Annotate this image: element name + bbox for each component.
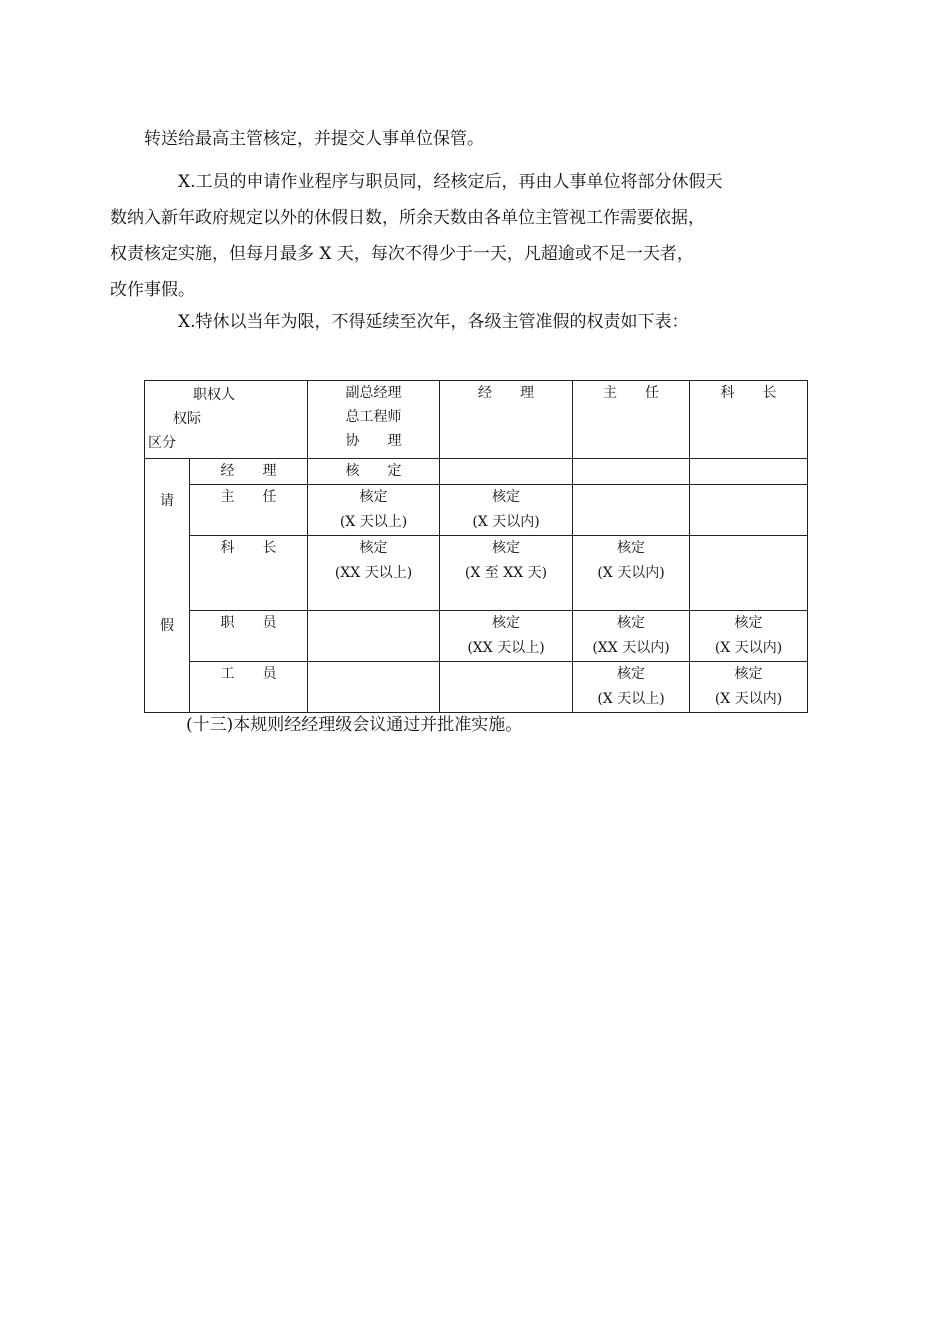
cell-line: (X 天以内) [597,565,665,581]
cell-line: 核定 [617,540,645,556]
cell-manager [440,611,573,662]
cell-manager [440,459,573,485]
header-section-chief: 科 长 [690,381,808,459]
cell-line: (XX 天以内) [592,640,670,656]
header-vp-line-2: 总工程师 [345,409,402,425]
paragraph-2-line-2: 数纳入新年政府规定以外的休假日数，所余天数由各单位主管视工作需要依据， [110,208,705,228]
cell-line: (X 天以上) [597,691,665,707]
header-vp-line-1: 副总经理 [345,385,402,401]
table-row [145,611,808,662]
side-label-cell [145,459,190,713]
cell-line: 核定 [734,666,763,682]
row-label: 经 理 [190,459,308,485]
corner-label-3: 区分 [148,435,176,451]
table-header-row [145,381,808,459]
cell-line: 核定 [359,540,388,556]
paragraph-2-line-3: 权责核定实施，但每月最多 X 天，每次不得少于一天，凡超逾或不足一天者， [110,244,694,264]
side-label-bottom: 假 [160,618,174,634]
row-label: 职 员 [190,611,308,662]
cell-director [573,459,690,485]
header-director: 主 任 [573,381,690,459]
cell-line: (X 天以内) [714,691,783,707]
corner-label-1: 职权人 [193,387,235,403]
cell-line: (X 天以内) [714,640,783,656]
side-label-top: 请 [160,493,174,509]
paragraph-1: 转送给最高主管核定，并提交人事单位保管。 [144,129,484,149]
row-label: 科 长 [190,536,308,611]
table-row [145,459,808,485]
cell-line: 核定 [617,666,645,682]
cell-vp [308,662,440,713]
paragraph-2-line-1: X.工员的申请作业程序与职员同，经核定后，再由人事单位将部分休假天 [178,172,723,192]
cell-vp [308,536,440,611]
cell-line: (X 天以内) [472,514,540,530]
header-vp [308,381,440,459]
cell-line: (X 天以上) [339,514,408,530]
cell-line: 核定 [492,489,520,505]
cell-manager [440,485,573,536]
table-row [145,485,808,536]
cell-section-chief [690,536,808,611]
corner-label-2: 权际 [173,411,201,427]
cell-manager [440,536,573,611]
header-manager: 经 理 [440,381,573,459]
cell-vp [308,459,440,485]
cell-section-chief [690,459,808,485]
cell-vp [308,611,440,662]
cell-line: (XX 天以上) [467,640,545,656]
paragraph-4: (十三)本规则经经理级会议通过并批准实施。 [186,715,523,735]
leave-authority-table [144,380,808,713]
table-row [145,536,808,611]
cell-manager [440,662,573,713]
table-corner-cell [145,381,308,459]
cell-director [573,611,690,662]
cell-director [573,662,690,713]
row-label: 主 任 [190,485,308,536]
cell-director [573,485,690,536]
header-vp-line-3: 协 理 [345,433,402,449]
cell-line: 核定 [492,540,520,556]
table-row [145,662,808,713]
cell-line: 核定 [617,615,645,631]
cell-director [573,536,690,611]
cell-section-chief [690,611,808,662]
cell-line: 核定 [734,615,763,631]
paragraph-2-line-4: 改作事假。 [110,280,195,300]
cell-section-chief [690,662,808,713]
cell-vp [308,485,440,536]
cell-line: 核定 [492,615,520,631]
cell-line: (XX 天以上) [334,565,413,581]
paragraph-2 [110,164,723,308]
paragraph-3: X.特休以当年为限，不得延续至次年，各级主管准假的权责如下表： [178,312,689,332]
cell-line: 核 定 [345,463,402,479]
cell-line: (X 至 XX 天) [464,565,548,581]
row-label: 工 员 [190,662,308,713]
cell-line: 核定 [359,489,388,505]
cell-section-chief [690,485,808,536]
